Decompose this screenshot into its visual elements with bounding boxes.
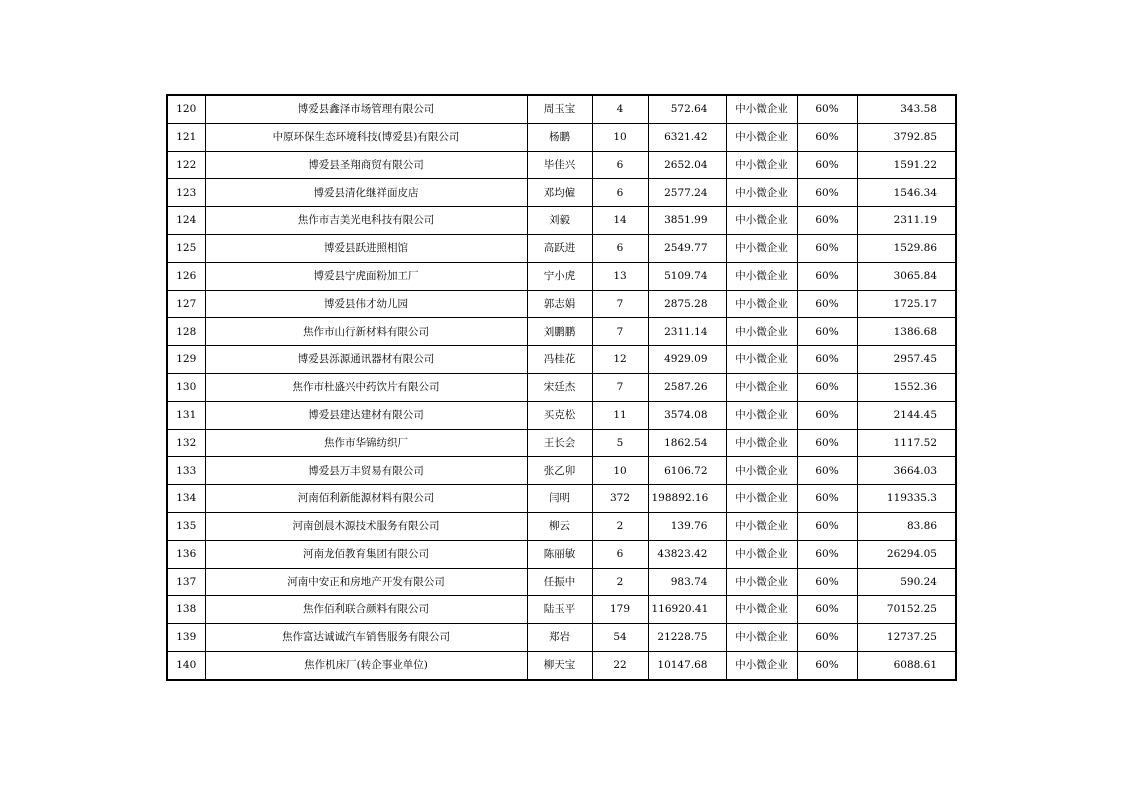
table-row	[167, 123, 956, 151]
rate-cell: 60%	[797, 95, 857, 123]
row-number-cell: 132	[167, 429, 205, 457]
contact-person-cell: 周玉宝	[527, 95, 592, 123]
company-name-cell: 焦作市杜盛兴中药饮片有限公司	[205, 373, 527, 401]
employee-count-cell: 13	[592, 262, 648, 290]
contact-person-cell: 买克松	[527, 401, 592, 429]
rate-cell: 60%	[797, 373, 857, 401]
company-name-cell: 博爱县宁虎面粉加工厂	[205, 262, 527, 290]
row-number-cell: 122	[167, 151, 205, 179]
company-name-cell: 焦作市山行新材料有限公司	[205, 318, 527, 346]
table-body	[167, 95, 956, 680]
table-row	[167, 179, 956, 207]
employee-count-cell: 22	[592, 651, 648, 679]
amount-cell: 198892.16	[648, 485, 726, 513]
subsidy-cell: 1591.22	[857, 151, 956, 179]
subsidy-cell: 1386.68	[857, 318, 956, 346]
row-number-cell: 130	[167, 373, 205, 401]
contact-person-cell: 郑岩	[527, 624, 592, 652]
rate-cell: 60%	[797, 290, 857, 318]
company-name-cell: 中原环保生态环境科技(博爱县)有限公司	[205, 123, 527, 151]
enterprise-type-cell: 中小微企业	[726, 596, 797, 624]
enterprise-type-cell: 中小微企业	[726, 485, 797, 513]
row-number-cell: 131	[167, 401, 205, 429]
amount-cell: 983.74	[648, 568, 726, 596]
amount-cell: 116920.41	[648, 596, 726, 624]
employee-count-cell: 179	[592, 596, 648, 624]
company-name-cell: 河南中安正和房地产开发有限公司	[205, 568, 527, 596]
rate-cell: 60%	[797, 568, 857, 596]
subsidy-cell: 2144.45	[857, 401, 956, 429]
company-name-cell: 博爱县建达建材有限公司	[205, 401, 527, 429]
contact-person-cell: 郭志娟	[527, 290, 592, 318]
contact-person-cell: 任振中	[527, 568, 592, 596]
employee-count-cell: 10	[592, 123, 648, 151]
employee-count-cell: 6	[592, 179, 648, 207]
table-row	[167, 234, 956, 262]
amount-cell: 2311.14	[648, 318, 726, 346]
enterprise-type-cell: 中小微企业	[726, 568, 797, 596]
table-row	[167, 429, 956, 457]
row-number-cell: 135	[167, 512, 205, 540]
contact-person-cell: 柳天宝	[527, 651, 592, 679]
amount-cell: 139.76	[648, 512, 726, 540]
enterprise-type-cell: 中小微企业	[726, 401, 797, 429]
table-row	[167, 651, 956, 679]
employee-count-cell: 6	[592, 540, 648, 568]
rate-cell: 60%	[797, 512, 857, 540]
subsidy-cell: 1552.36	[857, 373, 956, 401]
row-number-cell: 124	[167, 207, 205, 235]
contact-person-cell: 陈丽敏	[527, 540, 592, 568]
table-row	[167, 290, 956, 318]
table-row	[167, 401, 956, 429]
rate-cell: 60%	[797, 346, 857, 374]
table-row	[167, 624, 956, 652]
row-number-cell: 138	[167, 596, 205, 624]
employee-count-cell: 12	[592, 346, 648, 374]
amount-cell: 21228.75	[648, 624, 726, 652]
table-row	[167, 457, 956, 485]
enterprise-type-cell: 中小微企业	[726, 651, 797, 679]
table-row	[167, 540, 956, 568]
employee-count-cell: 372	[592, 485, 648, 513]
rate-cell: 60%	[797, 457, 857, 485]
table-row	[167, 262, 956, 290]
employee-count-cell: 6	[592, 151, 648, 179]
table-row	[167, 95, 956, 123]
company-name-cell: 博爱县圣翔商贸有限公司	[205, 151, 527, 179]
rate-cell: 60%	[797, 179, 857, 207]
enterprise-type-cell: 中小微企业	[726, 346, 797, 374]
company-name-cell: 博爱县跃进照相馆	[205, 234, 527, 262]
table-row	[167, 151, 956, 179]
row-number-cell: 126	[167, 262, 205, 290]
contact-person-cell: 柳云	[527, 512, 592, 540]
table-row	[167, 568, 956, 596]
subsidy-table	[166, 94, 957, 681]
contact-person-cell: 宋廷杰	[527, 373, 592, 401]
enterprise-type-cell: 中小微企业	[726, 151, 797, 179]
row-number-cell: 139	[167, 624, 205, 652]
row-number-cell: 128	[167, 318, 205, 346]
table-row	[167, 485, 956, 513]
rate-cell: 60%	[797, 624, 857, 652]
employee-count-cell: 7	[592, 373, 648, 401]
employee-count-cell: 4	[592, 95, 648, 123]
row-number-cell: 129	[167, 346, 205, 374]
row-number-cell: 127	[167, 290, 205, 318]
company-name-cell: 焦作市华锦纺织厂	[205, 429, 527, 457]
enterprise-type-cell: 中小微企业	[726, 207, 797, 235]
company-name-cell: 河南龙佰教育集团有限公司	[205, 540, 527, 568]
subsidy-cell: 26294.05	[857, 540, 956, 568]
enterprise-type-cell: 中小微企业	[726, 457, 797, 485]
table-row	[167, 207, 956, 235]
amount-cell: 3574.08	[648, 401, 726, 429]
subsidy-cell: 119335.3	[857, 485, 956, 513]
subsidy-cell: 6088.61	[857, 651, 956, 679]
company-name-cell: 博爱县清化继祥面皮店	[205, 179, 527, 207]
row-number-cell: 125	[167, 234, 205, 262]
subsidy-cell: 3065.84	[857, 262, 956, 290]
row-number-cell: 123	[167, 179, 205, 207]
subsidy-cell: 83.86	[857, 512, 956, 540]
enterprise-type-cell: 中小微企业	[726, 540, 797, 568]
row-number-cell: 121	[167, 123, 205, 151]
employee-count-cell: 2	[592, 568, 648, 596]
company-name-cell: 博爱县鑫泽市场管理有限公司	[205, 95, 527, 123]
enterprise-type-cell: 中小微企业	[726, 290, 797, 318]
row-number-cell: 140	[167, 651, 205, 679]
employee-count-cell: 54	[592, 624, 648, 652]
subsidy-cell: 1529.86	[857, 234, 956, 262]
table-row	[167, 346, 956, 374]
table-row	[167, 512, 956, 540]
enterprise-type-cell: 中小微企业	[726, 179, 797, 207]
table-row	[167, 373, 956, 401]
subsidy-cell: 3792.85	[857, 123, 956, 151]
employee-count-cell: 11	[592, 401, 648, 429]
subsidy-cell: 3664.03	[857, 457, 956, 485]
enterprise-type-cell: 中小微企业	[726, 624, 797, 652]
contact-person-cell: 陆玉平	[527, 596, 592, 624]
contact-person-cell: 刘鹏鹏	[527, 318, 592, 346]
amount-cell: 3851.99	[648, 207, 726, 235]
rate-cell: 60%	[797, 485, 857, 513]
contact-person-cell: 宁小虎	[527, 262, 592, 290]
employee-count-cell: 5	[592, 429, 648, 457]
subsidy-cell: 343.58	[857, 95, 956, 123]
row-number-cell: 120	[167, 95, 205, 123]
rate-cell: 60%	[797, 540, 857, 568]
contact-person-cell: 邓均僱	[527, 179, 592, 207]
enterprise-type-cell: 中小微企业	[726, 123, 797, 151]
amount-cell: 5109.74	[648, 262, 726, 290]
subsidy-cell: 1546.34	[857, 179, 956, 207]
contact-person-cell: 冯桂花	[527, 346, 592, 374]
company-name-cell: 博爱县泺源通讯器材有限公司	[205, 346, 527, 374]
subsidy-cell: 12737.25	[857, 624, 956, 652]
subsidy-cell: 1117.52	[857, 429, 956, 457]
contact-person-cell: 闫明	[527, 485, 592, 513]
amount-cell: 1862.54	[648, 429, 726, 457]
amount-cell: 6321.42	[648, 123, 726, 151]
company-name-cell: 博爱县万丰贸易有限公司	[205, 457, 527, 485]
contact-person-cell: 杨鹏	[527, 123, 592, 151]
amount-cell: 2549.77	[648, 234, 726, 262]
rate-cell: 60%	[797, 318, 857, 346]
company-name-cell: 焦作市吉美光电科技有限公司	[205, 207, 527, 235]
rate-cell: 60%	[797, 123, 857, 151]
contact-person-cell: 王长会	[527, 429, 592, 457]
amount-cell: 2577.24	[648, 179, 726, 207]
company-name-cell: 河南佰利新能源材料有限公司	[205, 485, 527, 513]
company-name-cell: 博爱县伟才幼儿园	[205, 290, 527, 318]
employee-count-cell: 14	[592, 207, 648, 235]
amount-cell: 2652.04	[648, 151, 726, 179]
amount-cell: 4929.09	[648, 346, 726, 374]
rate-cell: 60%	[797, 234, 857, 262]
amount-cell: 6106.72	[648, 457, 726, 485]
contact-person-cell: 张乙卯	[527, 457, 592, 485]
amount-cell: 2875.28	[648, 290, 726, 318]
table-row	[167, 318, 956, 346]
employee-count-cell: 10	[592, 457, 648, 485]
subsidy-cell: 2311.19	[857, 207, 956, 235]
enterprise-type-cell: 中小微企业	[726, 512, 797, 540]
row-number-cell: 133	[167, 457, 205, 485]
enterprise-type-cell: 中小微企业	[726, 234, 797, 262]
amount-cell: 10147.68	[648, 651, 726, 679]
employee-count-cell: 6	[592, 234, 648, 262]
subsidy-cell: 2957.45	[857, 346, 956, 374]
company-name-cell: 焦作富达诚诚汽车销售服务有限公司	[205, 624, 527, 652]
row-number-cell: 134	[167, 485, 205, 513]
contact-person-cell: 高跃进	[527, 234, 592, 262]
enterprise-type-cell: 中小微企业	[726, 318, 797, 346]
employee-count-cell: 2	[592, 512, 648, 540]
employee-count-cell: 7	[592, 318, 648, 346]
company-name-cell: 焦作佰利联合颜料有限公司	[205, 596, 527, 624]
row-number-cell: 136	[167, 540, 205, 568]
row-number-cell: 137	[167, 568, 205, 596]
rate-cell: 60%	[797, 651, 857, 679]
enterprise-type-cell: 中小微企业	[726, 262, 797, 290]
subsidy-cell: 1725.17	[857, 290, 956, 318]
contact-person-cell: 毕佳兴	[527, 151, 592, 179]
subsidy-cell: 590.24	[857, 568, 956, 596]
company-name-cell: 焦作机床厂(转企事业单位)	[205, 651, 527, 679]
enterprise-type-cell: 中小微企业	[726, 95, 797, 123]
table-row	[167, 596, 956, 624]
rate-cell: 60%	[797, 596, 857, 624]
rate-cell: 60%	[797, 262, 857, 290]
enterprise-type-cell: 中小微企业	[726, 429, 797, 457]
amount-cell: 43823.42	[648, 540, 726, 568]
amount-cell: 2587.26	[648, 373, 726, 401]
rate-cell: 60%	[797, 401, 857, 429]
employee-count-cell: 7	[592, 290, 648, 318]
company-name-cell: 河南创晨木源技术服务有限公司	[205, 512, 527, 540]
rate-cell: 60%	[797, 207, 857, 235]
enterprise-type-cell: 中小微企业	[726, 373, 797, 401]
amount-cell: 572.64	[648, 95, 726, 123]
rate-cell: 60%	[797, 151, 857, 179]
rate-cell: 60%	[797, 429, 857, 457]
contact-person-cell: 刘毅	[527, 207, 592, 235]
subsidy-cell: 70152.25	[857, 596, 956, 624]
